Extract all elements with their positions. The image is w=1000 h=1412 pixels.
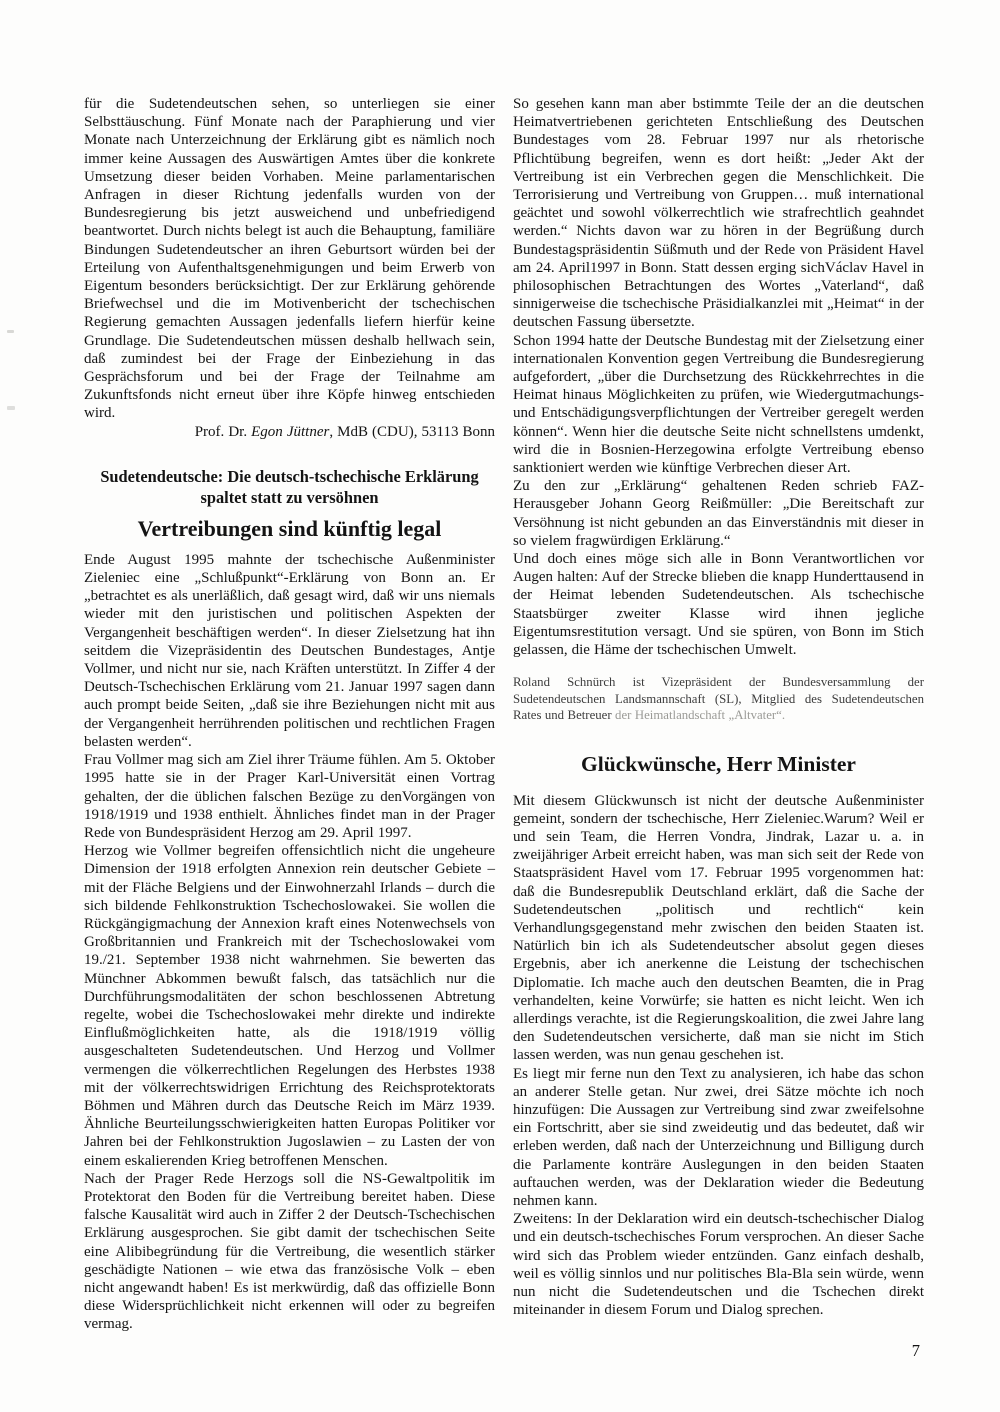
byline-suffix: , MdB (CDU), 53113 Bonn — [329, 423, 495, 440]
paragraph: So gesehen kann man aber bstimmte Teile der an die deutschen Heimatvertriebenen gerichteten Entschließung des Deutschen Bundestages vom 28. Februar 1997 nur als rhetorische Pflichtübung begreifen, wenn es dort heißt: „Jeder Akt der Vertreibung ist ein Verbrechen gegen die Menschlichkeit. Die Terrorisierung und Vertreibung von Gruppen… muß international geächtet und sowohl völkerrechtlich wie strafrechtlich geahndet werden.“ Nichts davon war zu hören in der Begrüßung durch Bundestagspräsidentin Süßmuth und der Rede von Präsident Havel am 24. April1997 in Bonn. Statt dessen erging sichVáclav Havel in philosophischen Betrachtungen des Wortes „Vaterland“, daß sinnigerweise die tschechische Präsidialkanzlei mit „Heimat“ in der deutschen Fassung übersetzte. — [513, 96, 924, 331]
article-title: Glückwünsche, Herr Minister — [581, 751, 856, 776]
right-column — [513, 95, 924, 1334]
left-column — [84, 95, 495, 1334]
article-kicker — [84, 466, 495, 509]
paragraph: Zu den zur „Erklärung“ gehaltenen Reden schrieb FAZ-Herausgeber Johann Georg Reißmüller: „Die Bereitschaft zur Versöhnung ist nicht gebunden an das Einverständnis mit dieser in so vielem fragwürdigen Erklärung.“ — [513, 478, 924, 549]
paragraph: Mit diesem Glückwunsch ist nicht der deutsche Außenminister gemeint, sondern der tschechische, Herr Zieleniec.Warum? Weil er und sein Team, die Herren Vondra, Jindrak, Lazar u. a. in zweijähriger Arbeit erreicht haben, was man sich seit der Rede von Staatspräsident Havel vom 17. Februar 1995 vorgenommen hat: daß die Bundesrepublik Deutschland erklärt, daß die Sache der Sudetendeutschen „politisch und rechtlich“ kein Verhandlungsgegenstand mehr zwischen den beiden Staaten ist. Natürlich bin ich als Sudetendeutscher absolut gegen dieses Ergebnis, aber ich anerkenne die Leistung der tschechischen Diplomatie. Ich mache auch den deutschen Beamten, die in Prag verhandelten, keine Vorwürfe; sie hatten es nicht leicht. Wen ich allerdings verachte, ist die Regierungskoalition, die zwei Jahre lang den Sudetendeutschen versicherte, daß man sie nicht im Stich lassen werden, was nun genau geschehen ist. — [513, 792, 924, 1064]
byline-prefix: Prof. Dr. — [194, 423, 252, 440]
footnote-faded: der Heimatlandschaft „Altvater“. — [615, 708, 786, 723]
byline — [84, 423, 495, 441]
paragraph: Herzog wie Vollmer begreifen offensichtlich nicht die ungeheure Dimension der 1918 erfolgten Annexion rein deutscher Gebiete – mit der Fläche Belgiens und der Einwohnerzahl Irlands – durch die sich bildende Fehlkonstruktion Tschechoslowakei. Sie wollen die Rückgängigmachung der Annexion kraft eines Notenwechsels von Großbritannien und Frankreich mit der Tschechoslowakei vom 19./21. September 1938 nicht wahrnehmen. Sie bewerten das Münchner Abkommen bewußt falsch, das tatsächlich nur die Durchführungsmodalitäten der schon beschlossenen Abtretung regelte, wobei die Tschechoslowakei mehr direkte und indirekte Einflußmöglichkeiten hatte, als die 1918/1919 völlig ausgeschalteten Sudetendeutschen. Und Herzog und Vollmer vermengen die völkerrechtlichen Regelungen des Herbstes 1938 mit der völkerrechtswidrigen Errichtung des Reichsprotektorats Böhmen und Mähren durch das Deutsche Reich im März 1939. Ähnliche Beurteilungsschwierigkeiten hatten Europas Politiker vor Jahren bei der Fehlkonstruktion Jugoslawien – zu Lasten der von einem eskalierenden Krieg betroffenen Menschen. — [84, 843, 495, 1169]
paragraph: Zweitens: In der Deklaration wird ein deutsch-tschechischer Dialog und ein deutsch-tschechisches Forum versprochen. An dieser Sache wird sich das Problem wieder entzünden. Ganz einfach deshalb, weil es völlig sinnlos und nur politisches Bla-Bla sein würde, wenn nun nicht die Sudetendeutschen und die Tschechen direkt miteinander in diesem Forum und Dialog sprechen. — [513, 1211, 924, 1319]
paragraph: Schon 1994 hatte der Deutsche Bundestag mit der Zielsetzung einer internationalen Konvention gegen Vertreibung die Bundesregierung aufgefordert, „über die Durchsetzung des Rückkehrrechtes in die Heimat hinaus Möglichkeiten zu prüfen, wie Wiedergutmachungs- und Entschädigungsverpflichtungen der Vertreiber geregelt werden können“. Wenn hier die deutsche Seite nicht schnellstens umdenkt, wird die in Bosnien-Herzegowina erfolgte Vertreibung ebenso sanktioniert werden wie künftige Verbrechen dieser Art. — [513, 332, 924, 477]
paragraph: Nach der Prager Rede Herzogs soll die NS-Gewaltpolitik im Protektorat den Boden für die Vertreibung bereitet haben. Diese falsche Kausalität wird auch in Ziffer 2 der Deutsch-Tschechischen Erklärung ausgesprochen. Sie gibt damit der tschechischen Seite eine Alibibegründung für die Vertreibung, die wesentlich stärker geschädigte Nationen – wie etwa das französische Volk – eben nicht angewandt haben! Es ist merkwürdig, daß das offizielle Bonn diese Widersprüchlichkeit nicht erkennen will oder zu begreifen vermag. — [84, 1170, 495, 1333]
paragraph: für die Sudetendeutschen sehen, so unterliegen sie einer Selbsttäuschung. Fünf Monate nach der Paraphierung und vier Monate nach Unterzeichnung der Erklärung gibt es nämlich noch immer keine Aussagen des Auswärtigen Amtes über die konkrete Umsetzung dieser beiden Vorhaben. Meine parlamentarischen Anfragen in dieser Richtung jedenfalls wurden von der Bundesregierung bis jetzt ausweichend und unbefriedigend beantwortet. Durch nichts belegt ist auch die Behauptung, familiäre Bindungen Sudetendeutscher an ihren Geburtsort würden bei der Erteilung von Aufenthaltsgenehmigungen und beim Erwerb von Eigentum besonders berücksichtigt. Der zur Erklärung gehörende Briefwechsel und die im Motivenbericht der tschechischen Regierung gemachten Aussagen jedenfalls liefern hierfür keine Grundlage. Die Sudetendeutschen müssen deshalb hellwach sein, daß zumindest bei der Frage der Einbeziehung in das Gesprächsforum und bei der Frage der Teilnahme am Zukunftsfonds nicht erneut über ihre Köpfe hinweg entschieden wird. — [84, 96, 495, 422]
kicker-line-1: Sudetendeutsche: Die deutsch-tschechische Erklärung — [100, 466, 479, 486]
paragraph: Und doch eines möge sich alle in Bonn Verantwortlichen vor Augen halten: Auf der Strecke blieben die knapp Hunderttausend in der Heimat lebenden Sudetendeutschen. Als tschechische Staatsbürger zweiter Klasse wird ihnen jegliche Eigentumsrestitution versagt. Und sie spüren, von Bonn im Stich gelassen, die Häme der tschechischen Umwelt. — [513, 551, 924, 659]
byline-author-name: Egon Jüttner — [251, 423, 330, 440]
scan-speck — [7, 330, 14, 333]
scan-speck — [7, 406, 15, 410]
two-column-layout — [84, 95, 925, 1334]
footnote-main: Roland Schnürch ist Vizepräsident der Bundesversammlung der Sudetendeutschen Landsmannschaft (SL), Mitglied des Sudetendeutschen Rates und Betreuer — [513, 675, 924, 723]
paragraph: Es liegt mir ferne nun den Text zu analysieren, ich habe das schon an anderer Stelle getan. Nur zwei, drei Sätze möchte ich noch hinzufügen: Die Aussagen zur Vertreibung sind zwar zweifelsohne ein Fortschritt, aber sie sind zweideutig und das bedeutet, daß wir erleben werden, daß nach der Unterzeichnung und Billigung durch die Parlamente konträre Auslegungen in den beiden Staaten auftauchen werden, was der Deklaration wieder die Bedeutung nehmen kann. — [513, 1065, 924, 1209]
paragraph: Frau Vollmer mag sich am Ziel ihrer Träume fühlen. Am 5. Oktober 1995 hatte sie in der Prager Karl-Universität einen Vortrag gehalten, der die üblichen falschen Bezüge zu denVorgängen von 1918/1919 und 1938 enthielt. Ähnliches findet man in der Prager Rede von Bundespräsident Herzog am 29. April 1997. — [84, 752, 495, 841]
kicker-line-2: spaltet statt zu versöhnen — [200, 488, 379, 508]
author-footnote — [513, 674, 924, 723]
article-title: Vertreibungen sind künftig legal — [137, 515, 442, 541]
page-number: 7 — [911, 1341, 920, 1360]
paragraph: Ende August 1995 mahnte der tschechische Außenminister Zieleniec eine „Schlußpunkt“-Erklärung von Bonn an. Er „betrachtet es als unerläßlich, daß gesagt wird, daß wir uns niemals wieder mit den juristischen und politischen Aspekten der Vergangenheit beschäftigen werden“. In dieser Zielsetzung hat ihn seitdem die Vizepräsidentin des Deutschen Bundestages, Antje Vollmer, und nicht nur sie, nach Kräften unterstützt. In Ziffer 4 der Deutsch-Tschechischen Erklärung vom 21. Januar 1997 sagen dann auch prompt beide Seiten, „daß sie ihre Beziehungen nicht mit aus der Vergangenheit herrührenden politischen und rechtlichen Fragen belasten werden“. — [84, 551, 495, 750]
